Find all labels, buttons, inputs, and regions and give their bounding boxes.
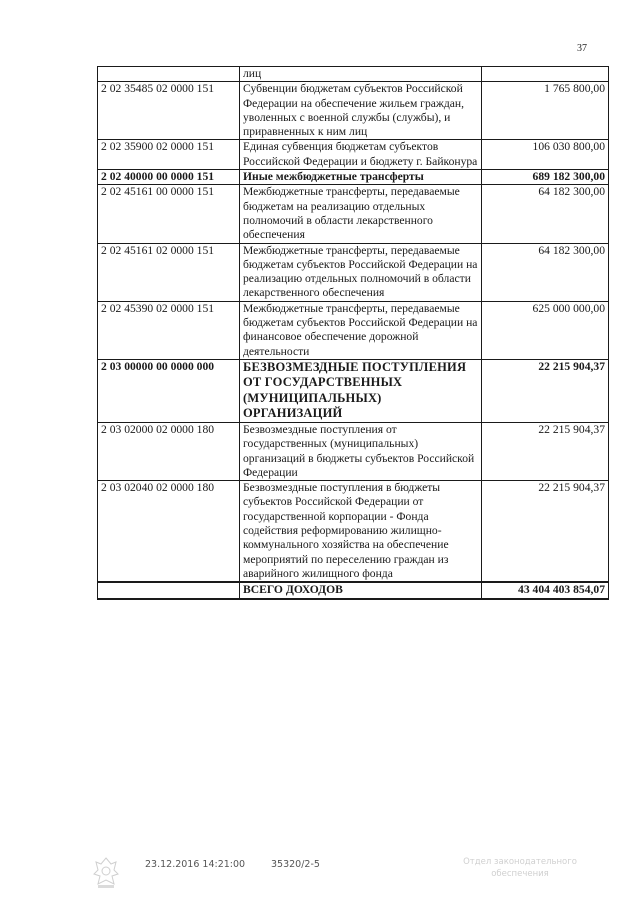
table-row	[98, 481, 609, 583]
row-amount: 22 215 904,37	[482, 359, 609, 422]
footer-datetime: 23.12.2016 14:21:00	[145, 859, 246, 870]
table-row	[98, 301, 609, 359]
row-code: 2 02 45161 00 0000 151	[98, 185, 240, 243]
row-amount: 106 030 800,00	[482, 140, 609, 170]
watermark-line-2: обеспечения	[491, 869, 549, 879]
row-amount: 1 765 800,00	[482, 82, 609, 140]
row-name: Безвозмездные поступления от государственных (муниципальных) организаций в бюджеты субъектов Российской Федерации	[240, 422, 482, 480]
row-code	[98, 67, 240, 82]
row-code: 2 02 35900 02 0000 151	[98, 140, 240, 170]
row-amount	[482, 67, 609, 82]
row-code: 2 02 45390 02 0000 151	[98, 301, 240, 359]
row-code: 2 03 00000 00 0000 000	[98, 359, 240, 422]
row-name: лиц	[240, 67, 482, 82]
page-number: 37	[577, 43, 587, 54]
row-amount: 64 182 300,00	[482, 185, 609, 243]
row-code: 2 02 35485 02 0000 151	[98, 82, 240, 140]
footer-watermark	[440, 856, 600, 880]
table-row-total	[98, 582, 609, 598]
row-amount: 689 182 300,00	[482, 170, 609, 185]
table-row	[98, 422, 609, 480]
row-name: Межбюджетные трансферты, передаваемые бюджетам на реализацию отдельных полномочий в области лекарственного обеспечения	[240, 185, 482, 243]
page-footer	[0, 856, 640, 896]
row-name: Безвозмездные поступления в бюджеты субъектов Российской Федерации от государственной корпорации - Фонда содействия реформированию жилищно-коммунального хозяйства на обеспечение мероприятий по переселению граждан из аварийного жилищного фонда	[240, 481, 482, 583]
row-amount: 64 182 300,00	[482, 243, 609, 301]
table-row	[98, 67, 609, 82]
table-row-section	[98, 170, 609, 185]
watermark-line-1: Отдел законодательного	[463, 857, 577, 867]
budget-revenue-table	[97, 66, 609, 600]
row-name: БЕЗВОЗМЕЗДНЫЕ ПОСТУПЛЕНИЯ ОТ ГОСУДАРСТВЕННЫХ (МУНИЦИПАЛЬНЫХ) ОРГАНИЗАЦИЙ	[240, 359, 482, 422]
table-row	[98, 185, 609, 243]
row-code: 2 02 45161 02 0000 151	[98, 243, 240, 301]
row-name: Межбюджетные трансферты, передаваемые бюджетам субъектов Российской Федерации на реализацию отдельных полномочий в области лекарственного обеспечения	[240, 243, 482, 301]
table-row-section	[98, 359, 609, 422]
row-code: 2 02 40000 00 0000 151	[98, 170, 240, 185]
coat-of-arms-icon	[92, 856, 120, 890]
row-code	[98, 582, 240, 598]
row-name: Субвенции бюджетам субъектов Российской Федерации на обеспечение жильем граждан, уволенных с военной службы (службы), и приравненных к ним лиц	[240, 82, 482, 140]
row-name: ВСЕГО ДОХОДОВ	[240, 582, 482, 598]
table-row	[98, 82, 609, 140]
table-row	[98, 243, 609, 301]
row-name: Межбюджетные трансферты, передаваемые бюджетам субъектов Российской Федерации на финансовое обеспечение дорожной деятельности	[240, 301, 482, 359]
row-amount: 625 000 000,00	[482, 301, 609, 359]
row-name: Единая субвенция бюджетам субъектов Российской Федерации и бюджету г. Байконура	[240, 140, 482, 170]
footer-doc-code: 35320/2-5	[271, 859, 320, 870]
row-name: Иные межбюджетные трансферты	[240, 170, 482, 185]
row-code: 2 03 02040 02 0000 180	[98, 481, 240, 583]
row-amount: 22 215 904,37	[482, 422, 609, 480]
row-amount: 43 404 403 854,07	[482, 582, 609, 598]
row-code: 2 03 02000 02 0000 180	[98, 422, 240, 480]
table-row	[98, 140, 609, 170]
row-amount: 22 215 904,37	[482, 481, 609, 583]
